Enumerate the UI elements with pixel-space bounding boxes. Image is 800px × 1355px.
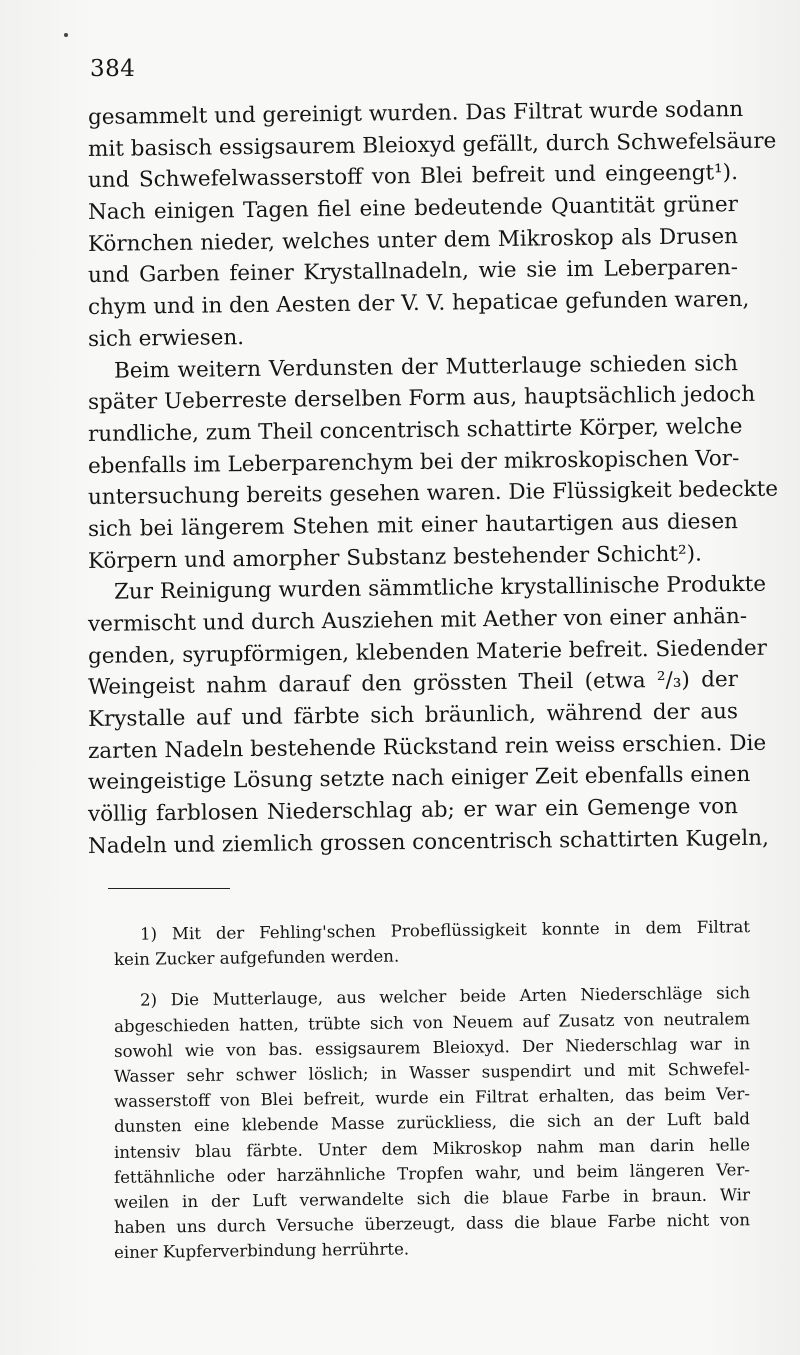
footnote-2-line: Wasser sehr schwer löslich; in Wasser suspendirt und mit Schwefel- [113,1059,751,1086]
footnote-2-line: dunsten eine klebende Masse zurückliess, die sich an der Luft bald [113,1109,751,1137]
footnote-2-line: haben uns durch Versuche überzeugt, dass die blaue Farbe nicht von [113,1210,751,1238]
ink-speck [64,33,68,37]
footnote-2-line: intensiv blau färbte. Unter dem Mikroskop nahm man darin helle [113,1134,751,1162]
footnote-2-line: einer Kupferverbindung herrührte. [113,1239,410,1263]
paragraph-start: Beim weitern Verdunsten der Mutterlauge schieden sich [113,350,739,384]
text-line: zarten Nadeln bestehende Rückstand rein weiss erschien. Die [87,730,767,764]
text-line: sich erwiesen. [87,324,245,352]
footnote-2-line: fettähnliche oder harzähnliche Tropfen wahr, und beim längeren Ver- [113,1159,751,1187]
text-line: untersuchung bereits gesehen waren. Die Flüssigkeit bedeckte [87,476,779,511]
text-line: Weingeist nahm darauf den grössten Theil (etwa ²/₃) der [87,667,739,701]
footnote-2-line: sowohl wie von bas. essigsaurem Bleioxyd. Der Niederschlag war in [113,1033,751,1061]
text-line: und Garben feiner Krystallnadeln, wie sie im Leberparen- [87,255,739,289]
main-text [87,96,779,863]
text-line: vermischt und durch Ausziehen mit Aether von einer anhän- [87,603,748,637]
footnote-2-line: wasserstoff von Blei befreit, wurde ein Filtrat erhalten, das beim Ver- [113,1084,751,1112]
footnote-2-line: abgeschieden hatten, trübte sich von Neuem auf Zusatz von neutralem [113,1008,751,1036]
paragraph-start: Zur Reinigung wurden sämmtliche krystallinische Produkte [113,572,767,605]
text-line: chym und in den Aesten der V. V. hepaticae gefunden waren, [87,287,750,321]
footnote-2-line: 2) Die Mutterlauge, aus welcher beide Arten Niederschläge sich [139,983,751,1011]
text-line: mit basisch essigsaurem Bleioxyd gefällt, durch Schwefelsäure [87,128,777,162]
footnotes [113,917,751,1265]
page-number: 384 [90,56,136,82]
text-line: genden, syrupförmigen, klebenden Materie befreit. Siedender [87,635,768,669]
footnote-separator [108,888,230,889]
text-line: Nadeln und ziemlich grossen concentrisch schattirten Kugeln, [87,825,770,859]
footnote-2-line: weilen in der Luft verwandelte sich die blaue Farbe in braun. Wir [113,1185,751,1212]
footnote-1-line: kein Zucker aufgefunden werden. [113,946,400,970]
text-line: gesammelt und gereinigt wurden. Das Filtrat wurde sodann [87,96,744,130]
text-line: völlig farblosen Niederschlag ab; er war ein Gemenge von [87,794,739,828]
text-line: sich bei längerem Stehen mit einer hautartigen aus diesen [87,508,739,542]
footnote-1-line: 1) Mit der Fehling'schen Probeflüssigkeit konnte in dem Filtrat [139,917,751,944]
text-line: ebenfalls im Leberparenchym bei der mikroskopischen Vor- [87,445,740,479]
text-line: und Schwefelwasserstoff von Blei befreit und eingeengt¹). [87,160,739,194]
text-line: Nach einigen Tagen fiel eine bedeutende Quantität grüner [87,192,739,226]
text-line: später Ueberreste derselben Form aus, hauptsächlich jedoch [87,382,756,416]
text-line: rundliche, zum Theil concentrisch schattirte Körper, welche [87,413,743,447]
text-line: weingeistige Lösung setzte nach einiger Zeit ebenfalls einen [87,762,751,796]
text-line: Körpern und amorpher Substanz bestehender Schicht²). [87,541,703,574]
text-line: Körnchen nieder, welches unter dem Mikroskop als Drusen [87,223,739,257]
text-line: Krystalle auf und färbte sich bräunlich, während der aus [87,699,739,733]
